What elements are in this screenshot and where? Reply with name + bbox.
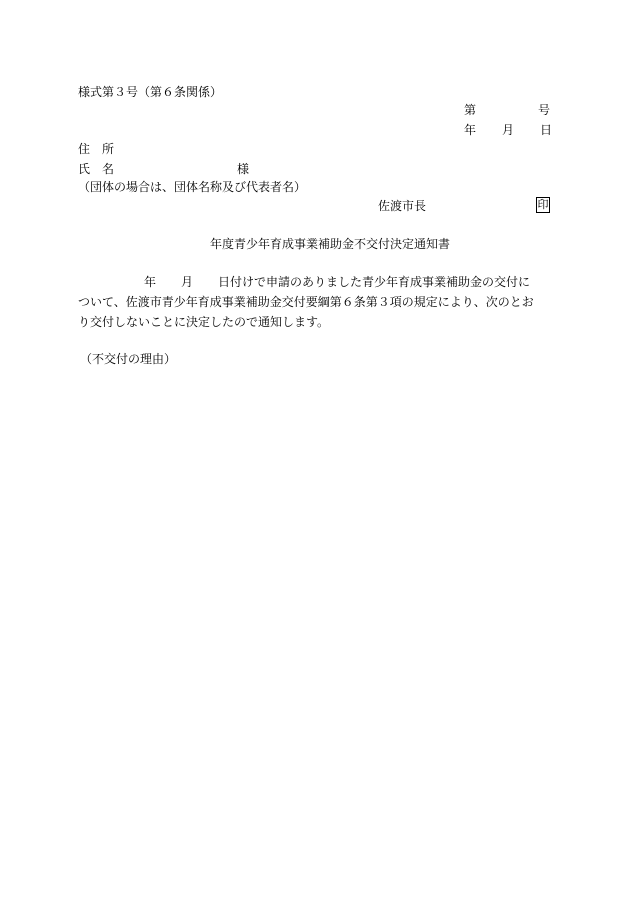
seal-mark: 印 — [537, 198, 549, 211]
body-year-label: 年 — [144, 275, 157, 289]
body-line-3: り交付しないことに決定したので通知します。 — [78, 315, 330, 329]
address-label: 住 所 — [78, 142, 115, 156]
date-day-label: 日 — [540, 123, 553, 137]
name-honorific: 様 — [237, 162, 250, 176]
form-number: 様式第３号（第６条関係） — [78, 85, 223, 99]
group-note: （団体の場合は、団体名称及び代表者名） — [78, 180, 307, 194]
name-label: 氏 名 — [78, 162, 115, 176]
reason-label: （不交付の理由） — [80, 352, 177, 366]
date-year-label: 年 — [464, 123, 477, 137]
date-month-label: 月 — [502, 123, 515, 137]
document-title: 年度青少年育成事業補助金不交付決定通知書 — [210, 237, 451, 251]
document-number-prefix: 第 — [464, 103, 477, 117]
body-line-1-text: 日付けで申請のありました青少年育成事業補助金の交付に — [218, 275, 531, 289]
document-number-suffix: 号 — [538, 103, 551, 117]
body-month-label: 月 — [181, 275, 194, 289]
body-line-2: ついて、佐渡市青少年育成事業補助金交付要綱第６条第３項の規定により、次のとお — [78, 295, 534, 309]
body-line-1 — [78, 275, 530, 289]
mayor-title: 佐渡市長 — [378, 199, 427, 213]
